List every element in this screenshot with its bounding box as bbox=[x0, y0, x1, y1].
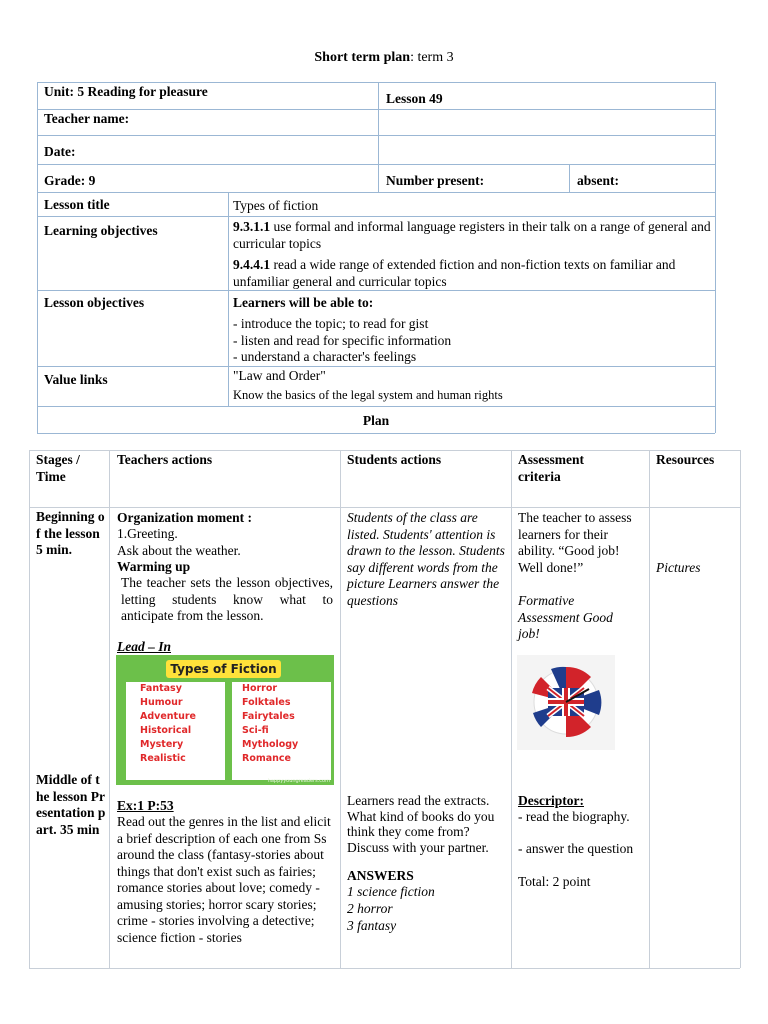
warming-up-text: The teacher sets the lesson objectives, letting students know what to anticipate from the lesson. bbox=[121, 575, 333, 623]
col-header-students: Students actions bbox=[347, 452, 442, 467]
genre-item: Romance bbox=[242, 753, 291, 764]
lesson-objective-item: - listen and read for specific information bbox=[233, 333, 452, 348]
genre-item: Fairytales bbox=[242, 711, 295, 722]
students-actions-beginning: Students of the class are listed. Students' attention is drawn to the lesson. Students say different words from the picture Learners answer the questions bbox=[347, 510, 505, 608]
exercise-text: Read out the genres in the list and elicit a brief description of each one from Ss around the class (fantasy-stories about things that don't exist such as fairies; romance stories about love; comedy - amusing stories; horror scary stories; crime - stories involving a detective; science fiction - stories bbox=[117, 814, 331, 945]
genre-item: Humour bbox=[140, 697, 183, 708]
organization-moment: Organization moment : bbox=[117, 510, 252, 525]
plan-heading: Plan bbox=[362, 413, 390, 428]
col-header-assessment: Assessment criteria bbox=[518, 452, 584, 484]
genre-item: Horror bbox=[242, 683, 278, 694]
answer-item: 1 science fiction bbox=[347, 884, 435, 899]
learning-objective-2: 9.4.4.1 read a wide range of extended fiction and non-fiction texts on familiar and unfamiliar general and curricular topics bbox=[233, 257, 676, 289]
students-actions-middle: Learners read the extracts. What kind of books do you think they come from? Discuss with your partner. bbox=[347, 793, 495, 855]
stage-beginning: Beginning of the lesson 5 min. bbox=[36, 509, 105, 557]
fiction-list-left bbox=[126, 682, 225, 780]
genre-item: Historical bbox=[140, 725, 192, 736]
learning-objectives-label: Learning objectives bbox=[44, 223, 158, 238]
descriptor-heading: Descriptor: bbox=[518, 793, 584, 808]
learning-objective-1: 9.3.1.1 use formal and informal language registers in their talk on a range of general and curricular topics bbox=[233, 219, 711, 251]
unit-label: Unit: 5 Reading for pleasure bbox=[44, 84, 208, 99]
resource-pictures: Pictures bbox=[656, 560, 701, 575]
lesson-objectives-label: Lesson objectives bbox=[44, 295, 145, 310]
genre-item: Realistic bbox=[140, 753, 186, 764]
grade-label: Grade: 9 bbox=[44, 173, 96, 188]
descriptor-item: - answer the question bbox=[518, 841, 634, 856]
col-header-resources: Resources bbox=[656, 452, 715, 467]
weather-step: Ask about the weather. bbox=[117, 543, 241, 558]
answer-item: 2 horror bbox=[347, 901, 393, 916]
value-links-2: Know the basics of the legal system and human rights bbox=[233, 388, 503, 402]
genre-item: Mythology bbox=[242, 739, 299, 750]
assessment-beginning: The teacher to assess learners for their ability. “Good job! Well done!” bbox=[518, 510, 632, 575]
lesson-number: Lesson 49 bbox=[386, 91, 443, 106]
value-links-label: Value links bbox=[44, 372, 108, 387]
lead-in-heading: Lead – In bbox=[117, 639, 171, 654]
col-header-stages: Stages / Time bbox=[36, 452, 80, 484]
types-of-fiction-title: Types of Fiction bbox=[166, 660, 281, 678]
lesson-objective-item: - understand a character's feelings bbox=[233, 349, 417, 364]
teacher-name-label: Teacher name: bbox=[44, 111, 130, 126]
stage-middle: Middle of the lesson Presentation part. 35 min bbox=[36, 772, 106, 837]
absent-label: absent: bbox=[577, 173, 620, 188]
col-header-teachers: Teachers actions bbox=[117, 452, 213, 467]
greeting-step: 1.Greeting. bbox=[117, 526, 178, 541]
genre-item: Fantasy bbox=[140, 683, 182, 694]
exercise-heading: Ex:1 P:53 bbox=[117, 798, 174, 813]
descriptor-total: Total: 2 point bbox=[518, 874, 591, 889]
assessment-formative: Formative Assessment Good job! bbox=[518, 593, 613, 641]
page-title: Short term plan: term 3 bbox=[314, 50, 454, 65]
image-credit: happyyoungreaders.com bbox=[267, 778, 330, 784]
lesson-objective-item: - introduce the topic; to read for gist bbox=[233, 316, 429, 331]
lesson-title-label: Lesson title bbox=[44, 197, 110, 212]
lesson-title-value: Types of fiction bbox=[233, 198, 319, 213]
types-of-fiction-image bbox=[116, 655, 334, 785]
genre-item: Adventure bbox=[140, 711, 196, 722]
answers-heading: ANSWERS bbox=[347, 868, 414, 883]
genre-item: Mystery bbox=[140, 739, 184, 750]
answer-item: 3 fantasy bbox=[347, 918, 397, 933]
lesson-objectives-head: Learners will be able to: bbox=[233, 295, 374, 310]
genre-item: Folktales bbox=[242, 697, 291, 708]
warming-up-heading: Warming up bbox=[117, 559, 191, 574]
number-present-label: Number present: bbox=[386, 173, 485, 188]
fiction-list-right bbox=[232, 682, 331, 780]
value-links-1: "Law and Order" bbox=[233, 368, 326, 383]
date-label: Date: bbox=[44, 144, 76, 159]
uk-flag-umbrella-image bbox=[517, 655, 615, 750]
genre-item: Sci-fi bbox=[242, 725, 269, 736]
descriptor-item: - read the biography. bbox=[518, 809, 630, 824]
